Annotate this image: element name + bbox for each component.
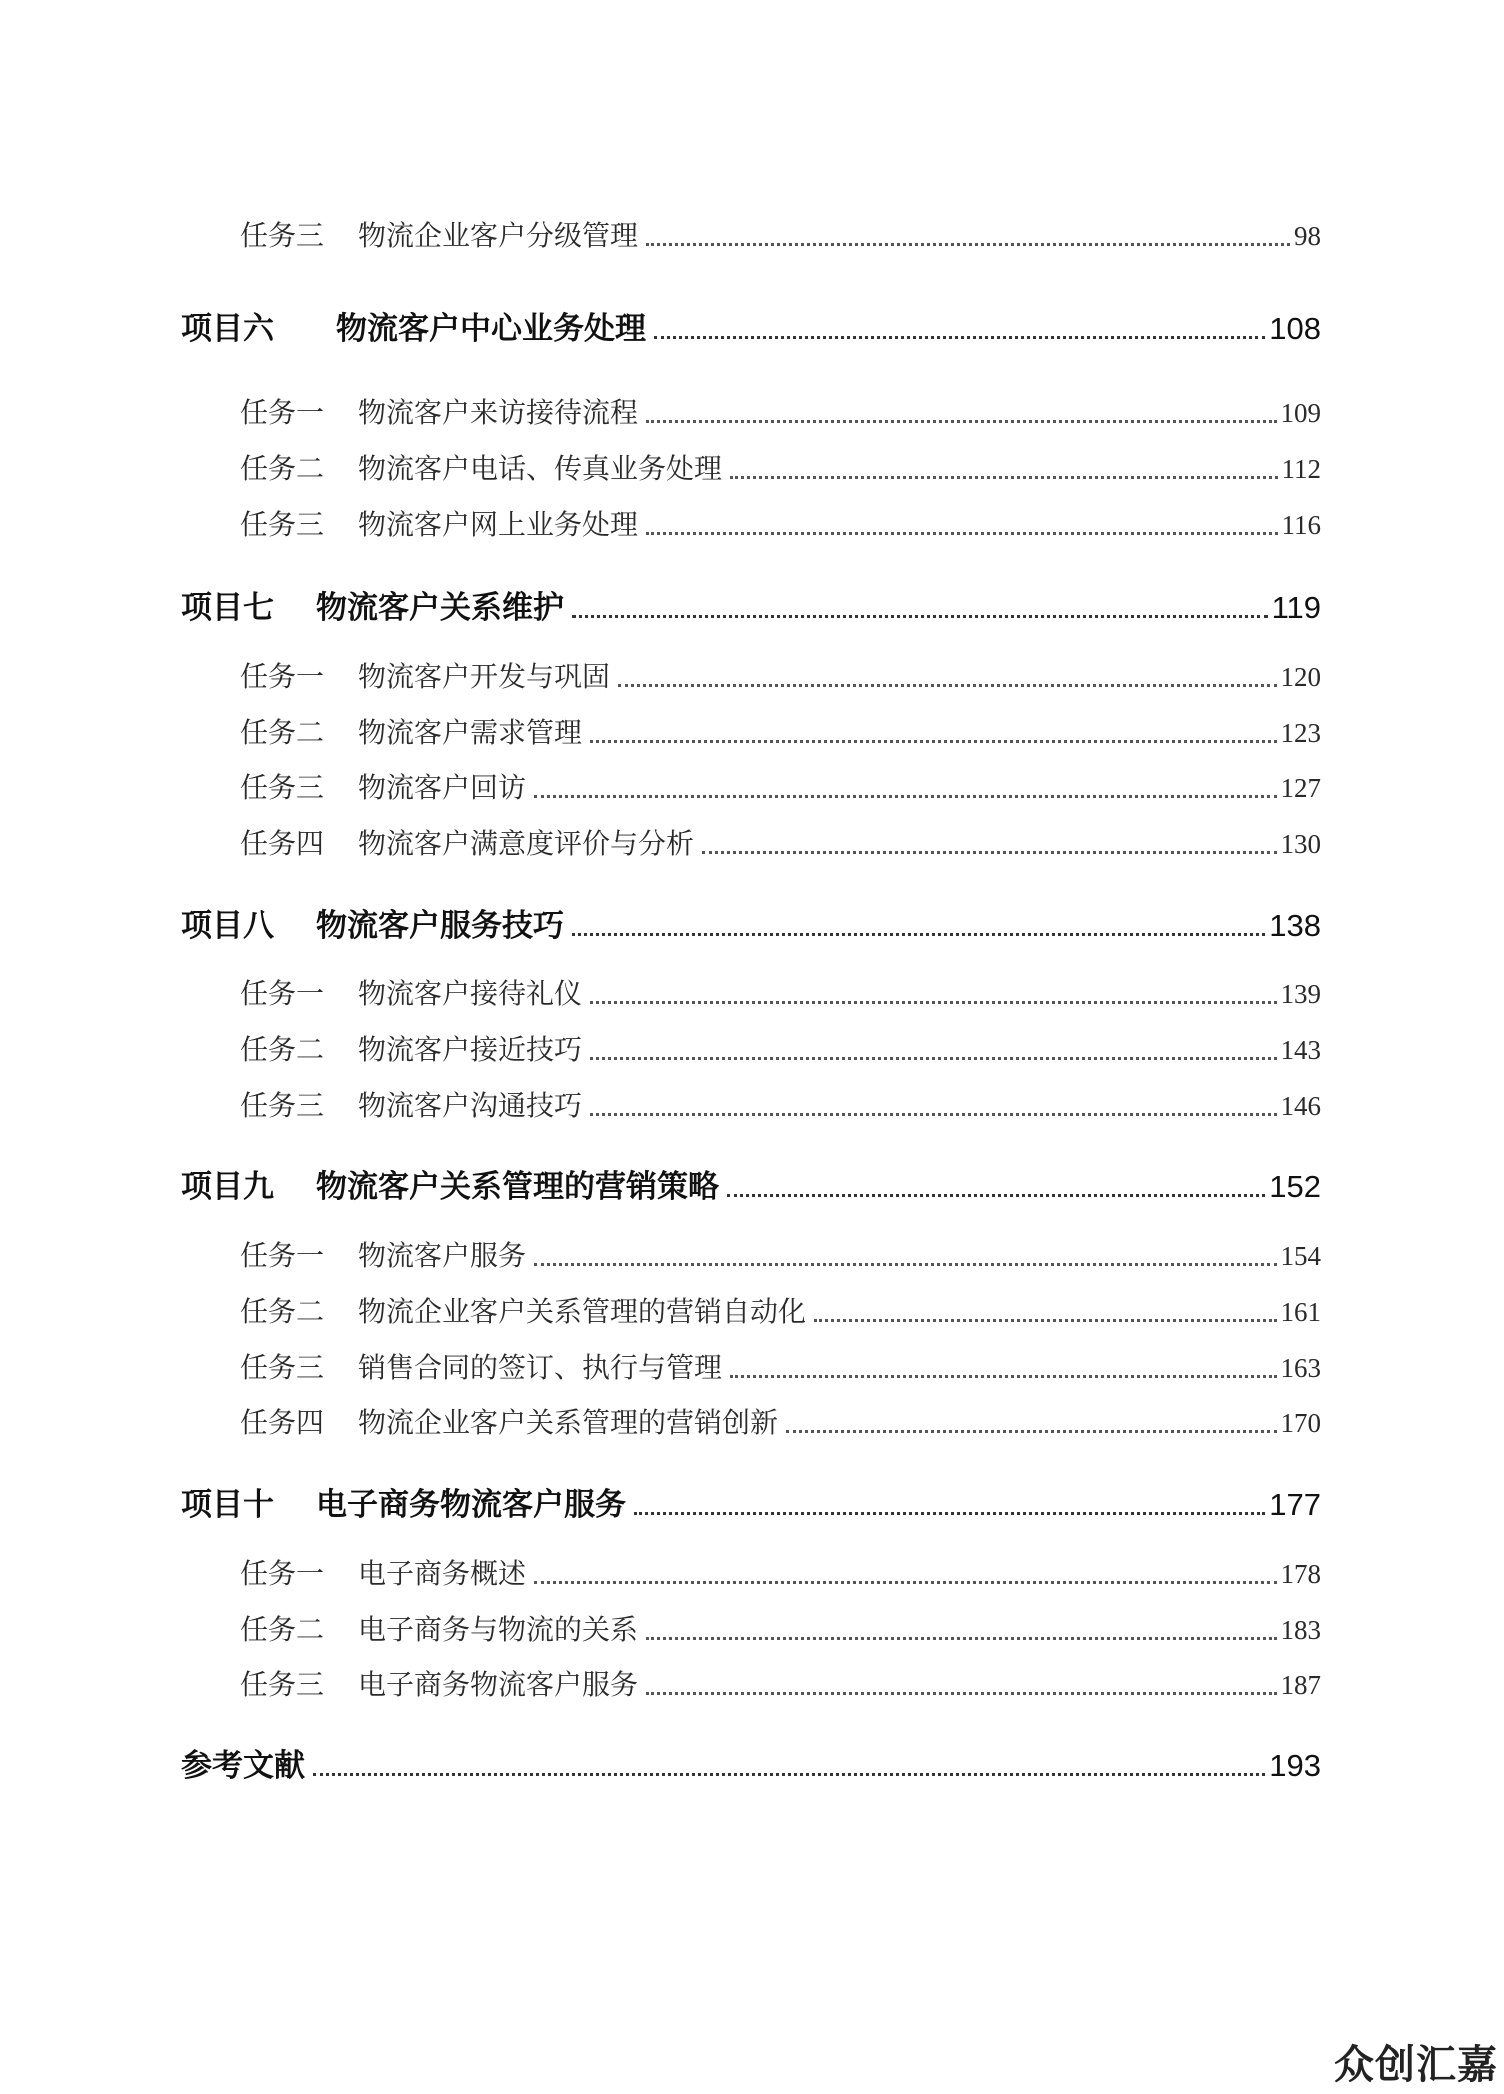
toc-project-entry[interactable] xyxy=(181,582,1321,627)
task-label: 任务三 xyxy=(240,219,325,252)
toc-task-entry[interactable] xyxy=(240,822,1321,862)
page-number: 138 xyxy=(1269,908,1321,943)
project-label: 项目十 xyxy=(181,1487,274,1523)
toc-project-entry[interactable] xyxy=(181,1161,1321,1206)
project-label: 项目九 xyxy=(181,1169,274,1205)
task-label: 任务三 xyxy=(240,1351,325,1384)
page-number: 193 xyxy=(1269,1748,1321,1783)
toc-task-entry[interactable] xyxy=(240,447,1321,487)
page-number: 130 xyxy=(1280,829,1321,859)
toc-task-entry[interactable] xyxy=(240,1084,1321,1124)
page-number: 139 xyxy=(1280,979,1321,1009)
page-number: 170 xyxy=(1280,1408,1321,1438)
project-title: 电子商务物流客户服务 xyxy=(316,1487,626,1523)
toc-references-entry[interactable] xyxy=(181,1740,1321,1785)
dot-leader xyxy=(590,1103,1276,1116)
task-label: 任务三 xyxy=(240,508,325,541)
dot-leader xyxy=(730,466,1277,479)
project-title: 物流客户中心业务处理 xyxy=(336,311,646,347)
page-number: 143 xyxy=(1280,1035,1321,1065)
task-title: 物流企业客户关系管理的营销自动化 xyxy=(358,1295,807,1328)
dot-leader xyxy=(618,674,1276,687)
dot-leader xyxy=(534,785,1276,798)
dot-leader xyxy=(534,1253,1276,1266)
dot-leader xyxy=(590,991,1276,1004)
project-label: 项目七 xyxy=(181,590,274,626)
task-title: 物流客户接近技巧 xyxy=(358,1033,583,1066)
dot-leader xyxy=(702,841,1276,854)
references-label: 参考文献 xyxy=(181,1748,305,1784)
dot-leader xyxy=(786,1420,1276,1433)
page-number: 183 xyxy=(1280,1615,1321,1645)
toc-task-entry[interactable] xyxy=(240,503,1321,543)
dot-leader xyxy=(646,1682,1276,1695)
page-number: 123 xyxy=(1280,718,1321,748)
toc-task-entry[interactable] xyxy=(240,1234,1321,1274)
dot-leader xyxy=(730,1365,1276,1378)
toc-task-entry[interactable] xyxy=(240,711,1321,751)
project-label: 项目八 xyxy=(181,908,274,944)
dot-leader xyxy=(634,1502,1265,1515)
task-label: 任务四 xyxy=(240,827,325,860)
dot-leader xyxy=(646,410,1276,423)
page-number: 187 xyxy=(1280,1670,1321,1700)
toc-project-entry[interactable] xyxy=(181,303,1321,348)
task-title: 物流企业客户关系管理的营销创新 xyxy=(358,1406,779,1439)
task-title: 电子商务与物流的关系 xyxy=(358,1613,639,1646)
task-label: 任务一 xyxy=(240,1557,325,1590)
toc-task-entry[interactable] xyxy=(240,1608,1321,1648)
page-number: 116 xyxy=(1281,510,1321,540)
task-title: 销售合同的签订、执行与管理 xyxy=(358,1351,723,1384)
toc-task-entry[interactable] xyxy=(240,1401,1321,1441)
toc-task-entry[interactable] xyxy=(240,766,1321,806)
toc-task-entry[interactable] xyxy=(240,972,1321,1012)
page-number: 112 xyxy=(1281,454,1321,484)
task-title: 物流客户开发与巩固 xyxy=(358,660,611,693)
page-number: 154 xyxy=(1280,1241,1321,1271)
task-label: 任务二 xyxy=(240,452,325,485)
task-label: 任务二 xyxy=(240,1033,325,1066)
toc-task-entry[interactable] xyxy=(240,214,1321,254)
page-number: 108 xyxy=(1269,311,1321,346)
task-label: 任务三 xyxy=(240,1089,325,1122)
dot-leader xyxy=(654,326,1265,339)
task-label: 任务一 xyxy=(240,396,325,429)
task-title: 物流客户需求管理 xyxy=(358,716,583,749)
toc-task-entry[interactable] xyxy=(240,1552,1321,1592)
task-label: 任务一 xyxy=(240,977,325,1010)
task-title: 电子商务物流客户服务 xyxy=(358,1668,639,1701)
toc-task-entry[interactable] xyxy=(240,655,1321,695)
page-number: 109 xyxy=(1280,398,1321,428)
toc-project-entry[interactable] xyxy=(181,1479,1321,1524)
toc-task-entry[interactable] xyxy=(240,1663,1321,1703)
dot-leader xyxy=(646,233,1290,246)
project-title: 物流客户服务技巧 xyxy=(316,908,564,944)
task-label: 任务一 xyxy=(240,660,325,693)
project-title: 物流客户关系维护 xyxy=(316,590,564,626)
task-title: 物流客户服务 xyxy=(358,1239,527,1272)
dot-leader xyxy=(727,1184,1265,1197)
dot-leader xyxy=(590,730,1276,743)
dot-leader xyxy=(572,605,1268,618)
task-label: 任务三 xyxy=(240,771,325,804)
dot-leader xyxy=(313,1763,1265,1776)
page-number: 178 xyxy=(1280,1559,1321,1589)
toc-task-entry[interactable] xyxy=(240,391,1321,431)
page-number: 177 xyxy=(1269,1487,1321,1522)
project-title: 物流客户关系管理的营销策略 xyxy=(316,1169,719,1205)
task-label: 任务四 xyxy=(240,1406,325,1439)
task-label: 任务二 xyxy=(240,716,325,749)
page-number: 120 xyxy=(1280,662,1321,692)
watermark-logo: 众创汇嘉 xyxy=(1334,2042,1498,2088)
task-label: 任务二 xyxy=(240,1613,325,1646)
dot-leader xyxy=(534,1571,1276,1584)
task-label: 任务一 xyxy=(240,1239,325,1272)
dot-leader xyxy=(572,923,1265,936)
task-title: 物流客户来访接待流程 xyxy=(358,396,639,429)
task-title: 物流客户网上业务处理 xyxy=(358,508,639,541)
toc-task-entry[interactable] xyxy=(240,1028,1321,1068)
task-title: 电子商务概述 xyxy=(358,1557,527,1590)
task-title: 物流客户沟通技巧 xyxy=(358,1089,583,1122)
project-label: 项目六 xyxy=(181,311,274,347)
task-title: 物流客户接待礼仪 xyxy=(358,977,583,1010)
task-title: 物流客户满意度评价与分析 xyxy=(358,827,695,860)
dot-leader xyxy=(590,1047,1276,1060)
task-title: 物流客户回访 xyxy=(358,771,527,804)
toc-project-entry[interactable] xyxy=(181,900,1321,945)
task-title: 物流企业客户分级管理 xyxy=(358,219,639,252)
page-number: 163 xyxy=(1280,1353,1321,1383)
page-number: 98 xyxy=(1294,221,1321,251)
page-number: 146 xyxy=(1280,1091,1321,1121)
task-label: 任务二 xyxy=(240,1295,325,1328)
task-label: 任务三 xyxy=(240,1668,325,1701)
page-number: 127 xyxy=(1280,773,1321,803)
dot-leader xyxy=(646,1627,1276,1640)
toc-task-entry[interactable] xyxy=(240,1346,1321,1386)
task-title: 物流客户电话、传真业务处理 xyxy=(358,452,723,485)
page-number: 152 xyxy=(1269,1169,1321,1204)
dot-leader xyxy=(814,1309,1276,1322)
page-number: 119 xyxy=(1271,590,1321,625)
page-number: 161 xyxy=(1280,1297,1321,1327)
toc-task-entry[interactable] xyxy=(240,1290,1321,1330)
dot-leader xyxy=(646,522,1277,535)
